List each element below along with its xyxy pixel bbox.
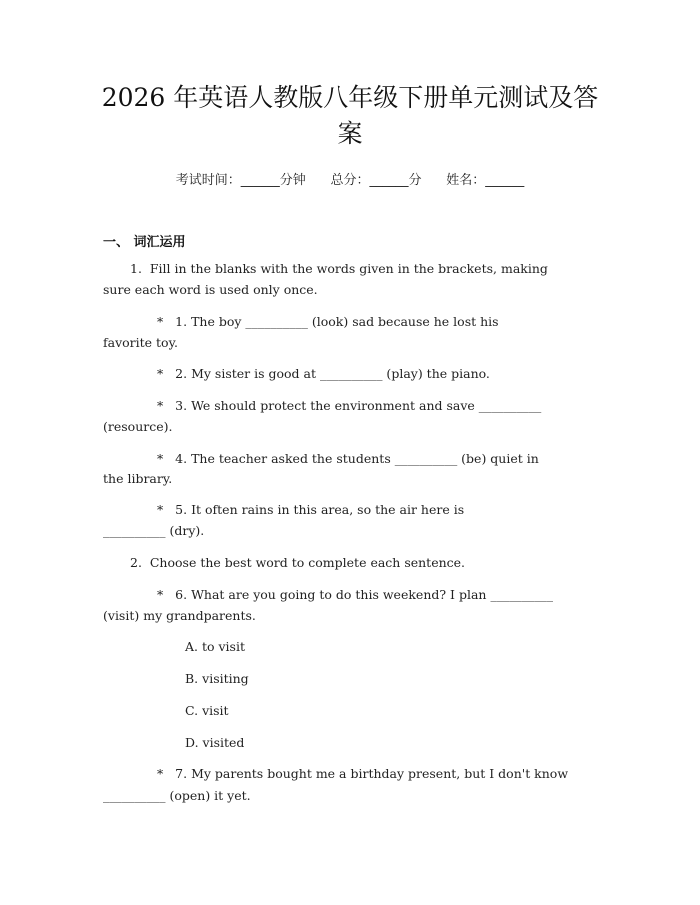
exam-info: 考试时间：______分钟 总分：______分 姓名：______ (175, 173, 525, 188)
item-5-line-2: __________ (dry). (103, 523, 205, 538)
item-6-option-b: B. visiting (185, 671, 249, 686)
item-6-option-c: C. visit (185, 703, 229, 718)
section-heading: 一、 词汇运用 (103, 235, 186, 250)
item-7-line-2: __________ (open) it yet. (103, 788, 251, 803)
item-5-line-1: * 5. It often rains in this area, so the air here is (157, 502, 465, 517)
item-4-line-1: * 4. The teacher asked the students __________ (be) quiet in (157, 451, 539, 466)
item-6-option-a: A. to visit (185, 639, 245, 654)
item-6-option-d: D. visited (185, 735, 245, 750)
title-line-2: 案 (337, 119, 363, 148)
item-1-line-1: * 1. The boy __________ (look) sad because he lost his (157, 314, 499, 329)
title-line-1: 2026 年英语人教版八年级下册单元测试及答 (101, 83, 599, 112)
item-3-line-2: (resource). (103, 419, 173, 434)
item-7-line-1: * 7. My parents bought me a birthday present, but I don't know (157, 766, 569, 781)
item-1-line-2: favorite toy. (103, 335, 178, 350)
item-6-line-2: (visit) my grandparents. (103, 608, 256, 623)
question-1-instruction-cont: sure each word is used only once. (103, 282, 318, 297)
item-3-line-1: * 3. We should protect the environment and save __________ (157, 398, 542, 413)
document-title (80, 80, 620, 152)
item-2-line-1: * 2. My sister is good at __________ (play) the piano. (157, 366, 490, 381)
item-6-line-1: * 6. What are you going to do this weekend? I plan __________ (157, 587, 553, 602)
question-1-instruction: 1. Fill in the blanks with the words given in the brackets, making (130, 261, 548, 276)
question-2-instruction: 2. Choose the best word to complete each sentence. (130, 555, 466, 570)
item-4-line-2: the library. (103, 471, 173, 486)
